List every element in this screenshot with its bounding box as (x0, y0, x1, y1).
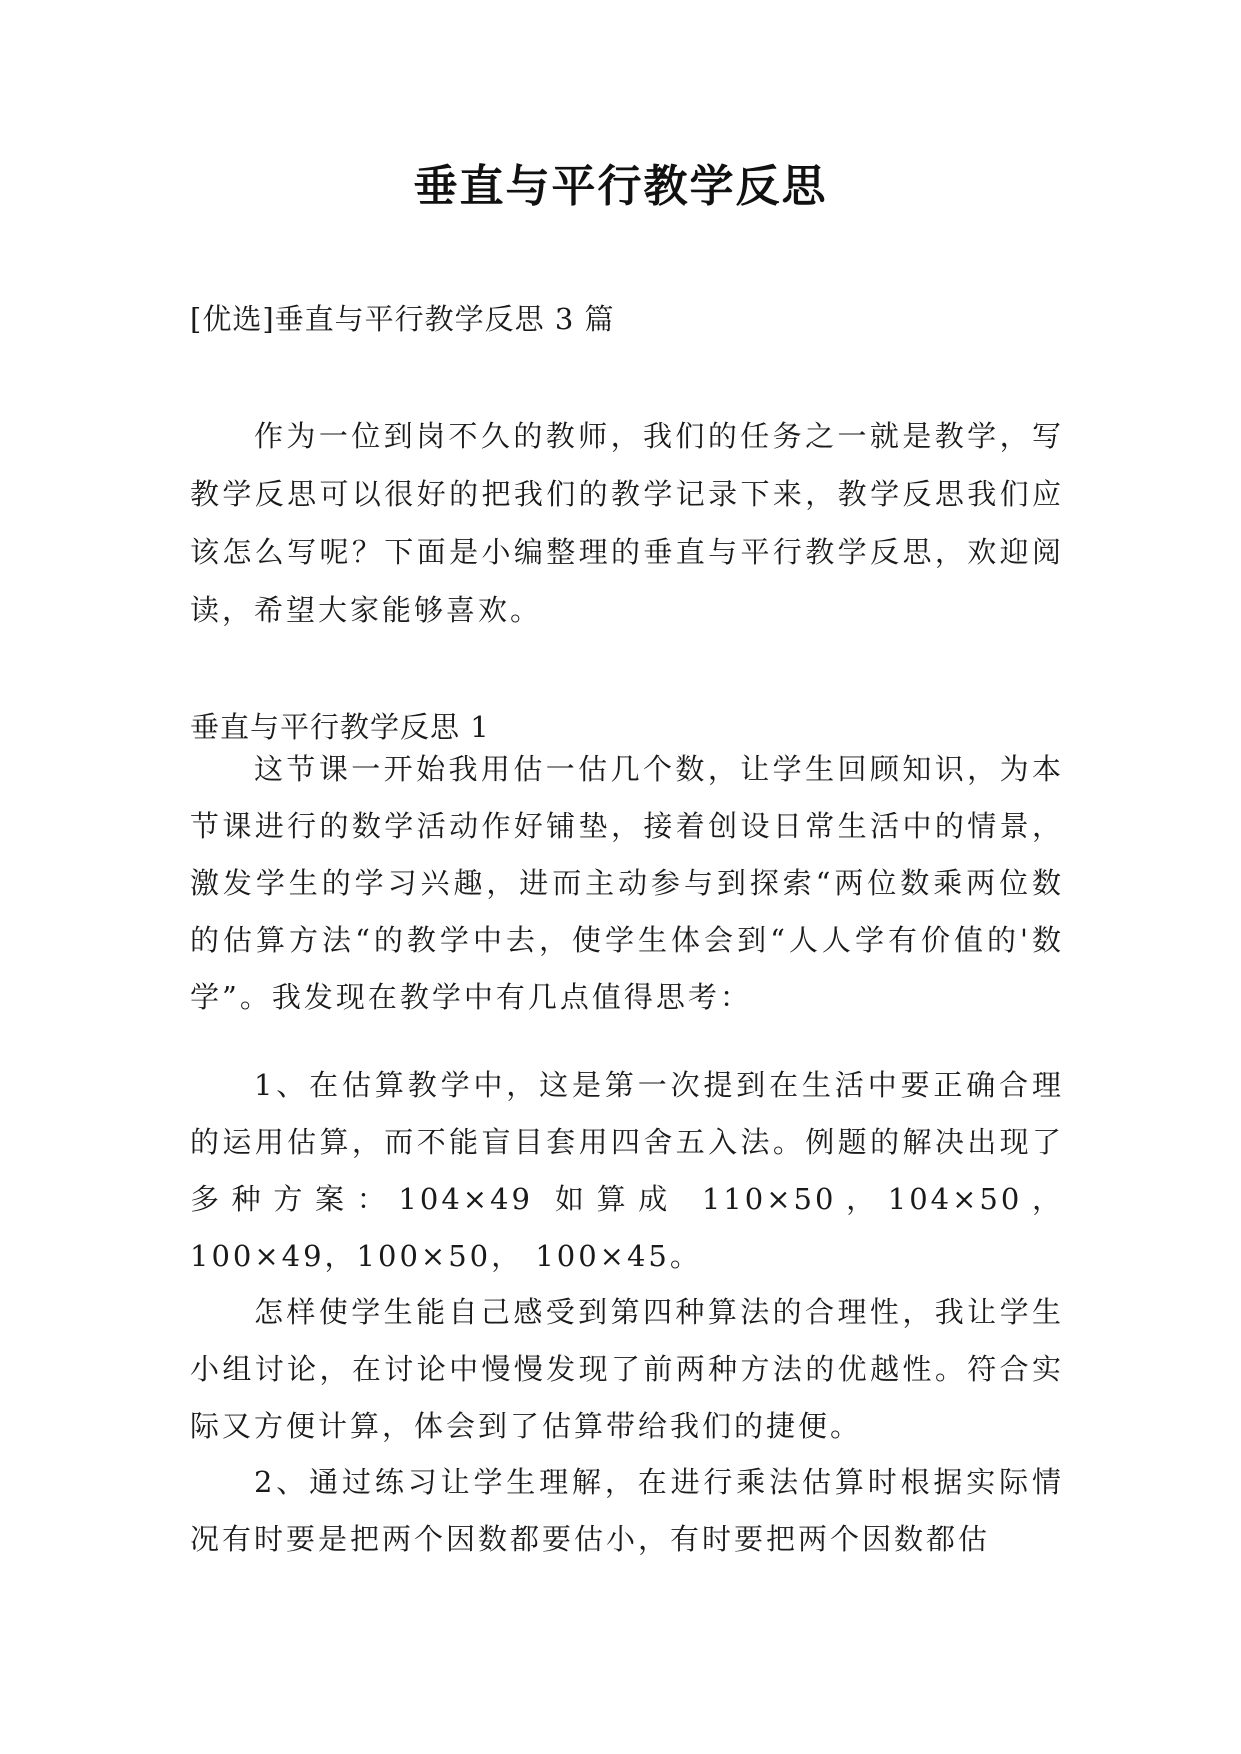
body-paragraph: 1、在估算教学中，这是第一次提到在生活中要正确合理的运用估算，而不能盲目套用四舍五入法。例题的解决出现了多种方案：104×49 如算成 110×50，104×50，100×49，100×50， 100×45。 (190, 1068, 1065, 1273)
body-paragraph: 怎样使学生能自己感受到第四种算法的合理性，我让学生小组讨论，在讨论中慢慢发现了前两种方法的优越性。符合实际又方便计算，体会到了估算带给我们的捷便。 (190, 1295, 1064, 1443)
body-paragraph: 这节课一开始我用估一估几个数，让学生回顾知识，为本节课进行的数学活动作好铺垫，接着创设日常生活中的情景，激发学生的学习兴趣，进而主动参与到探索“两位数乘两位数的估算方法“的教学中去，使学生体会到“人人学有价值的'数学”。我发现在教学中有几点值得思考： (190, 752, 1064, 1014)
document-title: 垂直与平行教学反思 (413, 161, 828, 212)
document-subtitle: [优选]垂直与平行教学反思 3 篇 (190, 302, 615, 336)
intro-paragraph: 作为一位到岗不久的教师，我们的任务之一就是教学，写教学反思可以很好的把我们的教学记录下来，教学反思我们应该怎么写呢？下面是小编整理的垂直与平行教学反思，欢迎阅读，希望大家能够喜欢。 (190, 419, 1064, 627)
section-heading: 垂直与平行教学反思 1 (190, 710, 490, 744)
body-paragraph: 2、通过练习让学生理解，在进行乘法估算时根据实际情况有时要是把两个因数都要估小，有时要把两个因数都估 (190, 1465, 1064, 1556)
